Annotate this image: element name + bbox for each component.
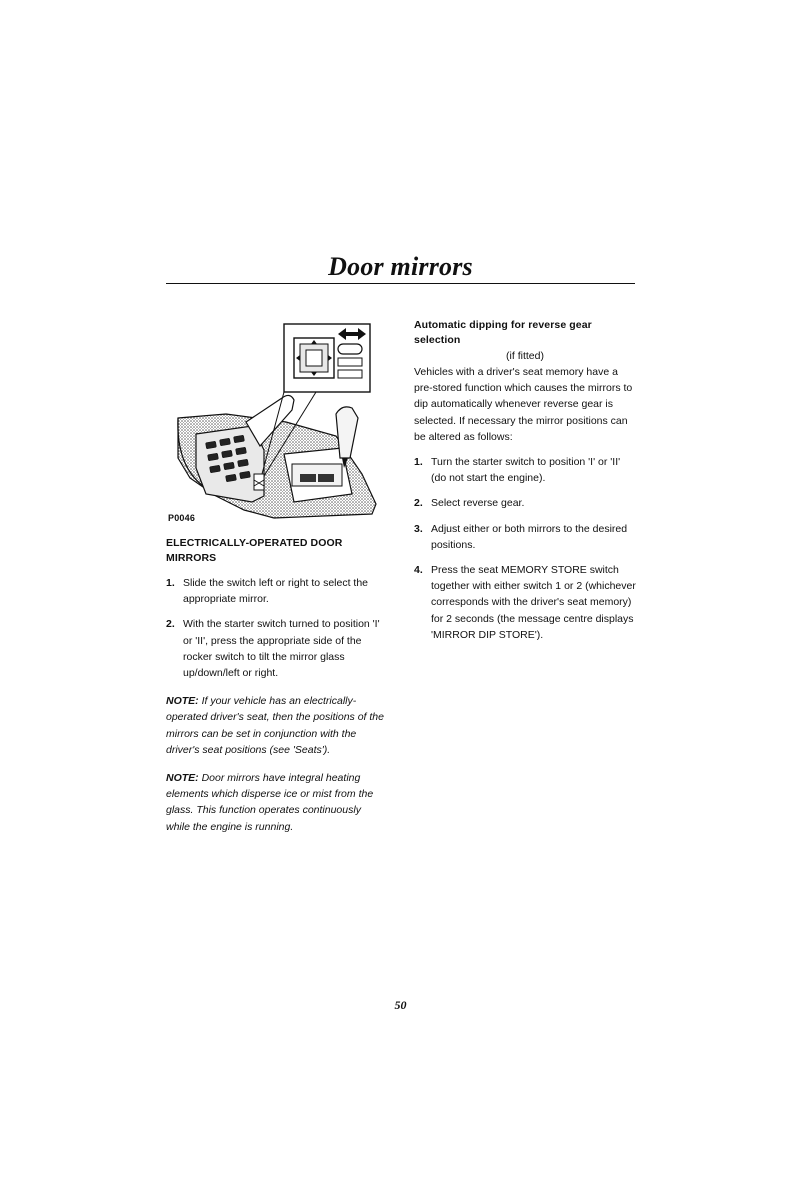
list-item <box>414 521 636 553</box>
step-number: 1. <box>414 456 423 469</box>
figure-code: P0046 <box>168 513 196 523</box>
right-steps-list <box>414 454 636 643</box>
step-text: Select reverse gear. <box>431 497 525 510</box>
step-number: 1. <box>166 577 175 589</box>
title-rule <box>166 283 635 284</box>
list-item <box>414 454 636 486</box>
page-title: Door mirrors <box>328 252 473 281</box>
left-section-heading: ELECTRICALLY-OPERATED DOOR MIRRORS <box>166 537 343 564</box>
step-number: 2. <box>166 618 175 631</box>
left-steps-list <box>166 575 384 681</box>
if-fitted-note: (if fitted) <box>506 350 544 362</box>
list-item <box>166 575 384 607</box>
list-item <box>166 616 384 681</box>
note-heating <box>166 770 384 835</box>
mirror-control-figure <box>166 318 384 524</box>
step-number: 3. <box>414 522 423 535</box>
right-column <box>414 318 636 652</box>
right-section-heading: Automatic dipping for reverse gear selection <box>414 319 592 346</box>
step-number: 4. <box>414 564 423 577</box>
note-label: NOTE: <box>166 695 199 708</box>
page-number: 50 <box>394 998 407 1012</box>
note-text: If your vehicle has an electrically-operated driver's seat, then the positions of the mirrors can be set in conjunction with the driver's seat positions (see 'Seats'). <box>166 695 384 756</box>
step-text: Turn the starter switch to position 'I' or 'II' (do not start the engine). <box>431 456 621 485</box>
list-item <box>414 562 636 643</box>
note-label: NOTE: <box>166 772 199 785</box>
note-seat-memory <box>166 693 384 758</box>
step-text: Press the seat MEMORY STORE switch together with either switch 1 or 2 (whichever corresponds with the driver's seat memory) for 2 seconds (the message centre displays 'MIRROR DIP STORE'). <box>431 564 636 641</box>
mirror-control-switch-illustration <box>166 318 384 524</box>
step-text: Adjust either or both mirrors to the desired positions. <box>431 522 628 551</box>
left-column <box>166 318 384 835</box>
intro-paragraph: Vehicles with a driver's seat memory have a pre-stored function which causes the mirrors to dip automatically whenever reverse gear is selected. If necessary the mirror positions can be altered as follows: <box>414 366 633 443</box>
list-item <box>414 495 636 511</box>
step-number: 2. <box>414 497 423 510</box>
note-text: Door mirrors have integral heating elements which disperse ice or mist from the glass. This function operates continuously while the engine is running. <box>166 772 374 833</box>
step-text: With the starter switch turned to position 'I' or 'II', press the appropriate side of the rocker switch to tilt the mirror glass up/down/left or right. <box>183 618 380 680</box>
step-text: Slide the switch left or right to select the appropriate mirror. <box>183 577 369 606</box>
